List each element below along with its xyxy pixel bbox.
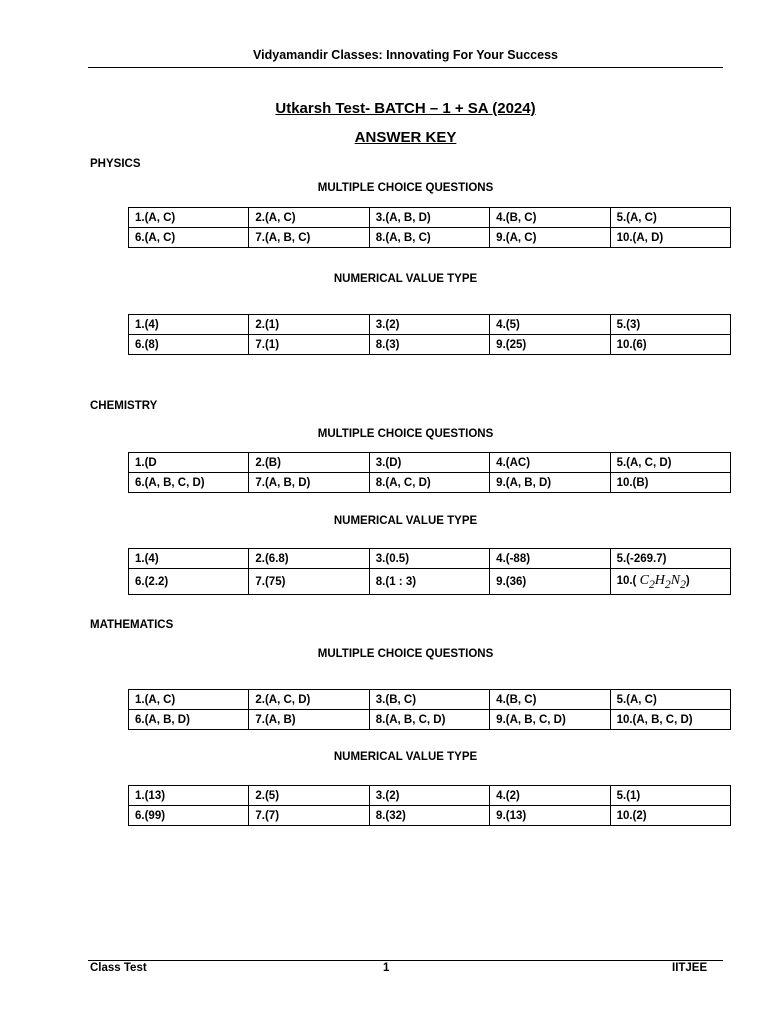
table-row [129,228,731,248]
table-row [129,473,731,493]
chemistry-mcq-heading: MULTIPLE CHOICE QUESTIONS [317,428,494,440]
answer-cell: 3.(2) [369,315,489,335]
answer-cell: 2.(A, C) [249,208,369,228]
answer-cell: 8.(1 : 3) [369,569,489,595]
answer-cell: 8.(3) [369,335,489,355]
formula-hydrogen-count: 2 [664,577,671,591]
answer-cell: 8.(A, B, C) [369,228,489,248]
answer-cell: 5.(3) [610,315,730,335]
section-heading-physics: PHYSICS [90,158,141,170]
physics-mcq-table [128,207,731,248]
answer-cell: 3.(2) [369,786,489,806]
page-title: Utkarsh Test- BATCH – 1 + SA (2024) [275,100,536,117]
answer-cell: 1.(A, C) [129,690,249,710]
header-divider [88,67,723,68]
answer-cell: 9.(13) [490,806,610,826]
physics-mcq-heading: MULTIPLE CHOICE QUESTIONS [317,182,494,194]
page-header-institute: Vidyamandir Classes: Innovating For Your Success [253,48,558,62]
answer-cell: 5.(1) [610,786,730,806]
answer-cell: 3.(B, C) [369,690,489,710]
table-row [129,453,731,473]
table-row [129,569,731,595]
answer-cell: 1.(4) [129,549,249,569]
answer-cell: 6.(A, B, D) [129,710,249,730]
formula-hydrogen: H [654,572,665,588]
answer-cell: 2.(1) [249,315,369,335]
table-row [129,208,731,228]
answer-cell: 2.(B) [249,453,369,473]
answer-cell: 10.(2) [610,806,730,826]
formula-carbon: C [639,572,649,588]
answer-cell: 10.(A, B, C, D) [610,710,730,730]
answer-cell: 9.(36) [490,569,610,595]
answer-cell: 10.(B) [610,473,730,493]
section-heading-mathematics: MATHEMATICS [90,619,174,631]
footer-right: IITJEE [672,962,708,974]
chemistry-numerical-table [128,548,731,595]
answer-cell: 7.(A, B) [249,710,369,730]
answer-cell: 9.(25) [490,335,610,355]
answer-cell: 7.(75) [249,569,369,595]
answer-cell: 6.(A, B, C, D) [129,473,249,493]
answer-cell: 5.(-269.7) [610,549,730,569]
answer-cell: 9.(A, C) [490,228,610,248]
answer-cell: 7.(1) [249,335,369,355]
answer-label: 10.( [616,574,637,587]
chemical-formula [639,572,686,591]
footer-left: Class Test [90,962,147,974]
chemistry-mcq-table [128,452,731,493]
table-row [129,806,731,826]
mathematics-mcq-table [128,689,731,730]
answer-cell: 4.(B, C) [490,208,610,228]
table-row [129,786,731,806]
physics-numerical-heading: NUMERICAL VALUE TYPE [333,273,478,285]
answer-cell: 3.(D) [369,453,489,473]
table-row [129,690,731,710]
formula-nitrogen-count: 2 [680,577,686,591]
answer-cell: 6.(99) [129,806,249,826]
answer-cell: 2.(6.8) [249,549,369,569]
formula-nitrogen: N [670,572,681,588]
answer-cell: 1.(4) [129,315,249,335]
answer-cell: 6.(2.2) [129,569,249,595]
table-row [129,315,731,335]
answer-cell: 7.(A, B, C) [249,228,369,248]
answer-cell: 10.(6) [610,335,730,355]
answer-cell: 9.(A, B, C, D) [490,710,610,730]
formula-close-paren: ) [685,574,690,587]
page-subtitle: ANSWER KEY [354,129,457,146]
answer-cell: 8.(A, B, C, D) [369,710,489,730]
answer-cell: 7.(7) [249,806,369,826]
answer-cell: 7.(A, B, D) [249,473,369,493]
table-row [129,710,731,730]
answer-cell: 3.(A, B, D) [369,208,489,228]
mathematics-numerical-heading: NUMERICAL VALUE TYPE [333,751,478,763]
answer-cell: 6.(8) [129,335,249,355]
answer-cell: 8.(32) [369,806,489,826]
answer-cell: 5.(A, C, D) [610,453,730,473]
answer-cell: 4.(-88) [490,549,610,569]
mathematics-mcq-heading: MULTIPLE CHOICE QUESTIONS [317,648,494,660]
answer-cell: 5.(A, C) [610,690,730,710]
footer-divider [88,960,723,961]
answer-cell: 4.(5) [490,315,610,335]
answer-cell: 4.(AC) [490,453,610,473]
mathematics-numerical-table [128,785,731,826]
answer-cell: 2.(A, C, D) [249,690,369,710]
answer-cell: 4.(B, C) [490,690,610,710]
answer-cell: 10.(A, D) [610,228,730,248]
answer-cell: 9.(A, B, D) [490,473,610,493]
section-heading-chemistry: CHEMISTRY [90,400,158,412]
answer-cell: 1.(A, C) [129,208,249,228]
answer-cell: 6.(A, C) [129,228,249,248]
table-row [129,335,731,355]
answer-cell: 1.(13) [129,786,249,806]
table-row [129,549,731,569]
chemistry-numerical-heading: NUMERICAL VALUE TYPE [333,515,478,527]
answer-cell: 1.(D [129,453,249,473]
answer-cell-formula [610,569,730,595]
answer-cell: 5.(A, C) [610,208,730,228]
answer-cell: 8.(A, C, D) [369,473,489,493]
answer-cell: 4.(2) [490,786,610,806]
page-number: 1 [383,962,390,974]
physics-numerical-table [128,314,731,355]
answer-cell: 3.(0.5) [369,549,489,569]
answer-cell: 2.(5) [249,786,369,806]
formula-carbon-count: 2 [648,577,655,591]
